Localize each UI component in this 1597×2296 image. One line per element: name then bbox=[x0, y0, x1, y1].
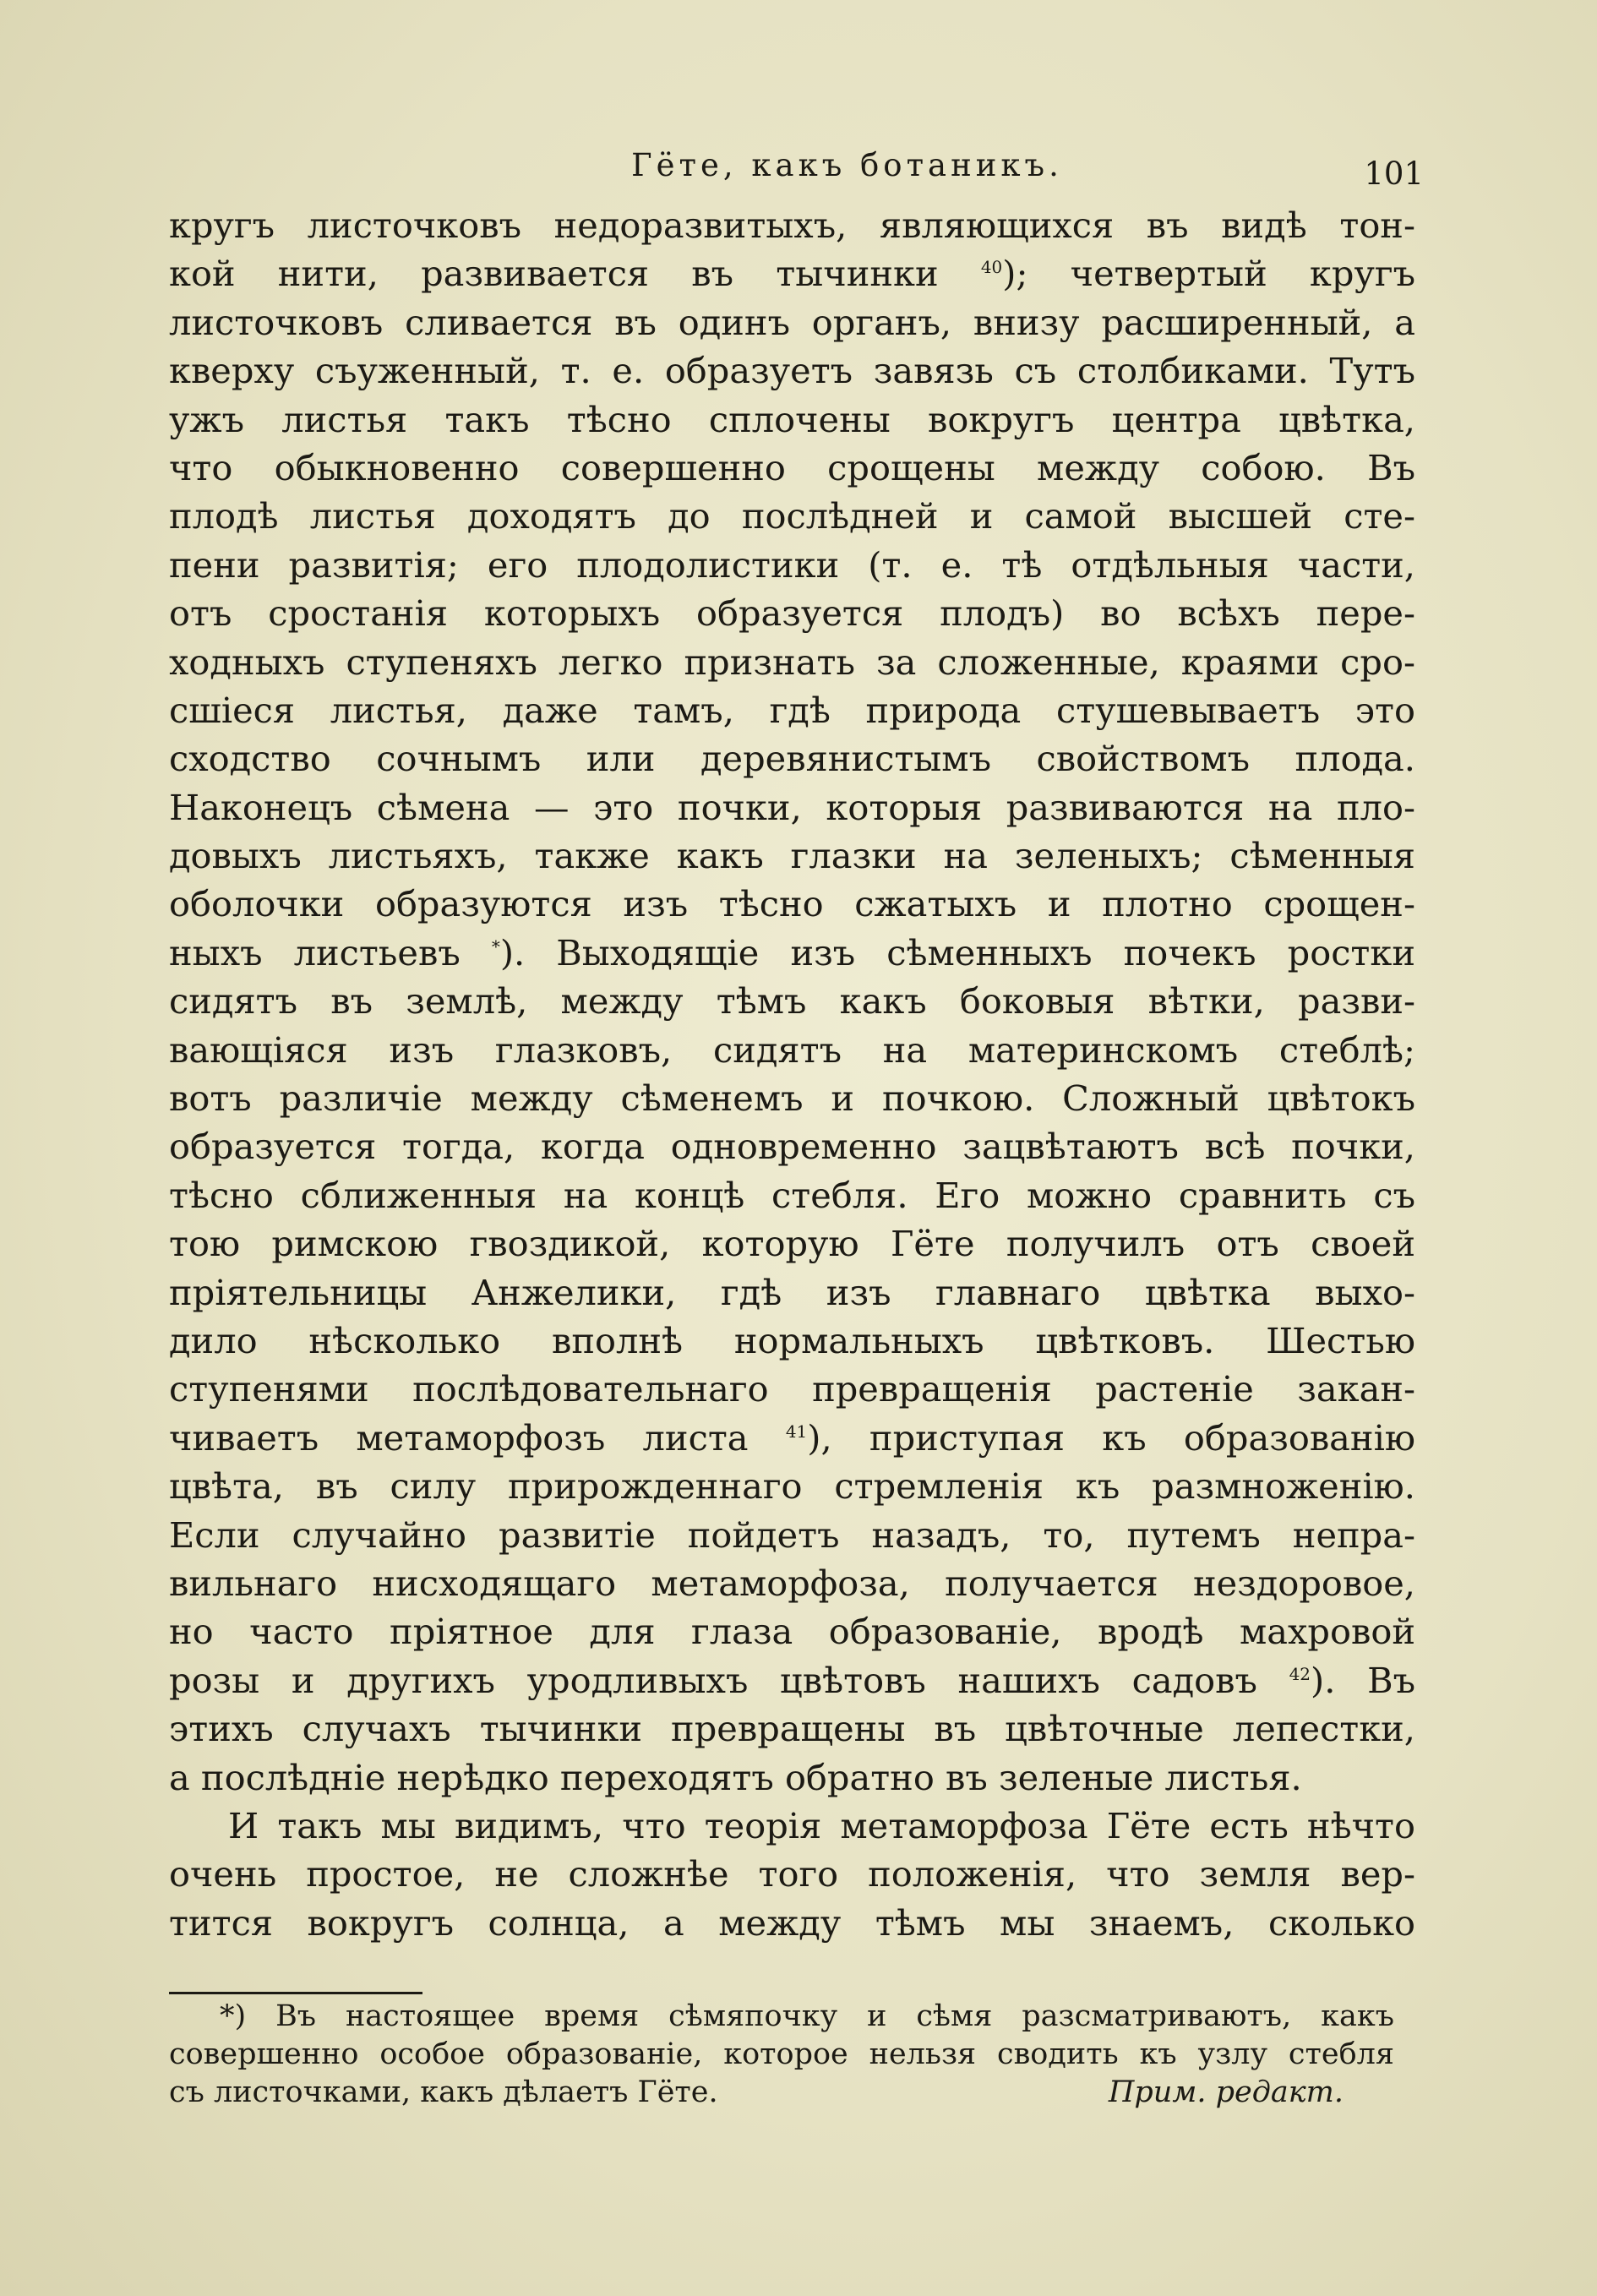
text-line: пени развитія; его плодолистики (т. е. тѣ отдѣльныя части, bbox=[169, 543, 1415, 586]
text-line: ступенями послѣдовательнаго превращенія растеніе закан- bbox=[169, 1368, 1415, 1410]
text-line: Наконецъ сѣмена — это почки, которыя развиваются на пло- bbox=[169, 786, 1415, 828]
footnote-line: совершенно особое образованіе, которое нельзя сводить къ узлу стебля bbox=[169, 2037, 1394, 2071]
text-line: И такъ мы видимъ, что теорія метаморфоза Гёте есть нѣчто bbox=[228, 1804, 1415, 1846]
page-header bbox=[169, 142, 1424, 193]
text-line: пріятельницы Анжелики, гдѣ изъ главнаго цвѣтка выхо- bbox=[169, 1271, 1415, 1313]
text-line: образуется тогда, когда одновременно зацвѣтаютъ всѣ почки, bbox=[169, 1126, 1415, 1168]
body-text bbox=[169, 201, 1415, 1947]
text-line: ужъ листья такъ тѣсно сплочены вокругъ центра цвѣтка, bbox=[169, 398, 1415, 440]
footnote-line: *) Въ настоящее время сѣмяпочку и сѣмя разсматриваютъ, какъ bbox=[220, 1999, 1394, 2033]
text-line: тою римскою гвоздикой, которую Гёте получилъ отъ своей bbox=[169, 1223, 1415, 1265]
text-line: тится вокругъ солнца, а между тѣмъ мы знаемъ, сколько bbox=[169, 1901, 1415, 1944]
reference-42: 42 bbox=[1289, 1663, 1311, 1684]
reference-40: 40 bbox=[980, 257, 1003, 278]
text-line: вильнаго нисходящаго метаморфоза, получается нездоровое, bbox=[169, 1562, 1415, 1604]
text-line: плодѣ листья доходятъ до послѣдней и самой высшей сте- bbox=[169, 495, 1415, 537]
text-line: сшіеся листья, даже тамъ, гдѣ природа стушевываетъ это bbox=[169, 689, 1415, 731]
text-line: кой нити, развивается въ тычинки $^{40}$); четвертый кругъ bbox=[169, 253, 1416, 295]
text-line: розы и другихъ уродливыхъ цвѣтовъ нашихъ садовъ $^{42}$). Въ bbox=[169, 1659, 1415, 1701]
footnote-marker: *) bbox=[220, 1999, 247, 2033]
footnote-line: съ листочками, какъ дѣлаетъ Гёте. Прим. редакт. bbox=[169, 2074, 1394, 2112]
text-line: вотъ различіе между сѣменемъ и почкою. Сложный цвѣтокъ bbox=[169, 1077, 1415, 1120]
text-line: сходство сочнымъ или деревянистымъ свойствомъ плода. bbox=[169, 738, 1415, 780]
footnote-reference-star: * bbox=[491, 936, 500, 957]
text-line: очень простое, не сложнѣе того положенія, что земля вер- bbox=[169, 1853, 1415, 1895]
running-head: Гёте, какъ ботаникъ. bbox=[631, 147, 1063, 183]
footnote-divider bbox=[169, 1992, 422, 1994]
text-line: ныхъ листьевъ *). Выходящіе изъ сѣменныхъ почекъ ростки bbox=[169, 931, 1415, 973]
text-line: дило нѣсколько вполнѣ нормальныхъ цвѣтковъ. Шестью bbox=[169, 1319, 1415, 1361]
page-number: 101 bbox=[1364, 155, 1424, 192]
text-line: сидятъ въ землѣ, между тѣмъ какъ боковыя вѣтки, разви- bbox=[169, 980, 1415, 1023]
text-line: Если случайно развитіе пойдетъ назадъ, то, путемъ непра- bbox=[169, 1513, 1415, 1556]
text-line: что обыкновенно совершенно срощены между собою. Въ bbox=[169, 446, 1415, 488]
text-line: а послѣдніе нерѣдко переходятъ обратно въ зеленые листья. bbox=[169, 1756, 1302, 1798]
text-line: цвѣта, въ силу прирожденнаго стремленія къ размноженію. bbox=[169, 1465, 1415, 1508]
text-line: довыхъ листьяхъ, также какъ глазки на зеленыхъ; сѣменныя bbox=[169, 835, 1415, 877]
text-line: вающіяся изъ глазковъ, сидятъ на материнскомъ стеблѣ; bbox=[169, 1028, 1415, 1071]
text-line: чиваетъ метаморфозъ листа $^{41}$), приступая къ образованію bbox=[169, 1416, 1415, 1459]
text-line: оболочки образуются изъ тѣсно сжатыхъ и плотно срощен- bbox=[169, 883, 1415, 925]
text-line: кверху съуженный, т. е. образуетъ завязь съ столбиками. Тутъ bbox=[169, 350, 1415, 392]
footnote bbox=[169, 1998, 1394, 2112]
editor-note: Прим. редакт. bbox=[1108, 2075, 1344, 2109]
text-line: тѣсно сближенныя на концѣ стебля. Его можно сравнить съ bbox=[169, 1174, 1415, 1216]
text-line: отъ сростанія которыхъ образуется плодъ) во всѣхъ пере- bbox=[169, 592, 1415, 635]
text-line: но часто пріятное для глаза образованіе, вродѣ махровой bbox=[169, 1611, 1415, 1653]
text-line: листочковъ сливается въ одинъ органъ, внизу расширенный, а bbox=[169, 301, 1415, 343]
text-line: кругъ листочковъ недоразвитыхъ, являющихся въ видѣ тон- bbox=[169, 205, 1415, 246]
text-line: ходныхъ ступеняхъ легко признать за сложенные, краями сро- bbox=[169, 641, 1415, 683]
text-line: этихъ случахъ тычинки превращены въ цвѣточные лепестки, bbox=[169, 1708, 1415, 1750]
reference-41: 41 bbox=[785, 1421, 808, 1442]
